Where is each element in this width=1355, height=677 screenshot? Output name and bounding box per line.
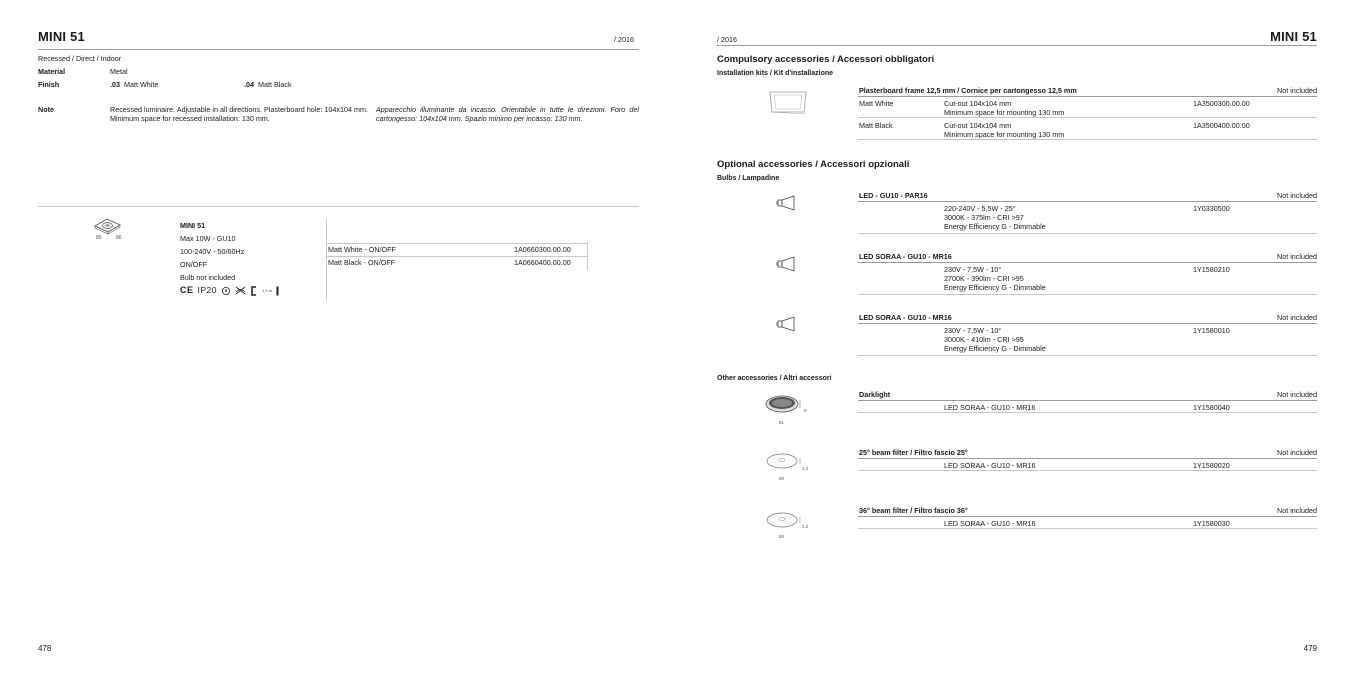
bulb-spec: 2700K - 390lm - CRI >95 [944, 274, 1024, 283]
bulb-title: LED SORAA - GU10 - MR16 [859, 313, 952, 322]
accessory-code: 1Y1580030 [1193, 519, 1230, 528]
accessory-row-divider [858, 528, 1317, 529]
bulb-title: LED - GU10 - PAR16 [859, 191, 928, 200]
variant-name: Matt White - ON/OFF [328, 245, 396, 254]
bulb-mr16-icon [774, 315, 800, 333]
certification-row [180, 285, 279, 297]
spec-line: 100-240V - 50/60Hz [180, 247, 245, 256]
spec-line: Max 10W - GU10 [180, 234, 236, 243]
note-italian: Apparecchio illuminante da incasso. Orientabile in tutte le direzioni. Foro del cartongesso: 104x104 mm. Spazio minimo per incasso: 130 mm. [376, 105, 639, 124]
dimension-b: 86 [116, 235, 122, 241]
bulb-mr16-icon [774, 255, 800, 273]
accessory-drawing [762, 392, 808, 416]
bulb-spec: Energy Efficiency G - Dimmable [944, 344, 1046, 353]
not-included-label: Not included [1277, 506, 1317, 515]
left-title-divider [38, 49, 639, 50]
right-title-divider [717, 45, 1317, 46]
bulb-row-divider [858, 233, 1317, 234]
frame-variant-code: 1A3500400.00.00 [1193, 121, 1250, 130]
accessory-code: 1Y1580020 [1193, 461, 1230, 470]
bulb-row-divider [858, 355, 1317, 356]
note-label: Note [38, 105, 54, 114]
material-label: Material [38, 67, 66, 76]
spec-line: Bulb not included [180, 273, 236, 282]
frame-title: Plasterboard frame 12,5 mm / Cornice per cartongesso 12,5 mm [859, 86, 1077, 95]
accessory-title-divider [858, 400, 1317, 401]
accessory-title: 25° beam filter / Filtro fascio 25° [859, 448, 968, 457]
optional-accessories-title: Optional accessories / Accessori opzionali [717, 159, 910, 170]
not-included-label: Not included [1277, 86, 1317, 95]
accessory-height-dim: 1,2 [802, 524, 809, 529]
cable-length: 1.5 m [262, 288, 273, 294]
left-year: / 2016 [614, 35, 634, 44]
variant-table-edge [587, 243, 588, 270]
compulsory-accessories-title: Compulsory accessories / Accessori obbligatori [717, 54, 935, 65]
accessory-height-dim: 1,2 [802, 466, 809, 471]
left-page-number: 478 [38, 644, 52, 653]
bulb-spec: 3000K - 410lm - CRI >95 [944, 335, 1024, 344]
darklight-honeycomb-icon [762, 392, 808, 416]
finish-option-white [110, 80, 158, 89]
accessory-title: Darklight [859, 390, 891, 399]
accessory-desc: LED SORAA - GU10 - MR16 [944, 519, 1036, 528]
product-column-divider [326, 218, 327, 300]
no-insulation-cover-icon [235, 286, 246, 295]
right-page-title: MINI 51 [1270, 29, 1317, 44]
variant-name: Matt Black - ON/OFF [328, 258, 396, 267]
bulb-title-divider [858, 323, 1317, 324]
frame-variant-code: 1A3500300.00.00 [1193, 99, 1250, 108]
bulb-code: 1Y1580210 [1193, 265, 1230, 274]
accessory-width-dim: 51 [779, 420, 785, 425]
variant-code: 1A0660300.00.00 [514, 245, 571, 254]
left-page-title: MINI 51 [38, 29, 85, 44]
finish-name: Matt Black [258, 80, 292, 89]
bulb-code: 1Y1580010 [1193, 326, 1230, 335]
bulb-drawing [774, 255, 800, 273]
dimension-a: 86 [96, 235, 102, 241]
right-year: / 2016 [717, 35, 737, 44]
flame-rating-icon [221, 286, 231, 295]
bulb-spec: 230V - 7,5W - 10° [944, 265, 1002, 274]
driver-class-icon [250, 286, 258, 296]
variant-row-divider [327, 243, 587, 244]
installation-kits-subtitle: Installation kits / Kit d'installazione [717, 70, 834, 77]
accessory-title: 36° beam filter / Filtro fascio 36° [859, 506, 968, 515]
frame-title-divider [858, 96, 1317, 97]
bulb-title-divider [858, 201, 1317, 202]
variant-row-divider [327, 256, 587, 257]
frame-variant-desc: Cut-out 104x104 mm [944, 121, 1012, 130]
accessory-title-divider [858, 458, 1317, 459]
accessory-width-dim: 50 [779, 476, 785, 481]
bulb-spec: 220-240V - 5,5W - 25° [944, 204, 1016, 213]
ce-mark: CE [180, 285, 194, 295]
accessory-width-dim: 50 [779, 534, 785, 539]
plasterboard-frame-icon [766, 86, 810, 118]
bulbs-subtitle: Bulbs / Lampadine [717, 175, 780, 182]
not-included-label: Not included [1277, 252, 1317, 261]
accessory-code: 1Y1580040 [1193, 403, 1230, 412]
accessory-height-dim: 9 [804, 408, 807, 413]
bulb-spec: 3000K - 375lm - CRI >97 [944, 213, 1024, 222]
other-accessories-subtitle: Other accessories / Altri accessori [717, 375, 832, 382]
accessory-row-divider [858, 470, 1317, 471]
bulb-drawing [774, 194, 800, 212]
not-included-label: Not included [1277, 313, 1317, 322]
finish-code: .04 [244, 80, 254, 89]
bulb-title-divider [858, 262, 1317, 263]
bulb-spec: Energy Efficiency G - Dimmable [944, 222, 1046, 231]
finish-name: Matt White [124, 80, 159, 89]
accessory-row-divider [858, 412, 1317, 413]
bulb-code: 1Y0330500 [1193, 204, 1230, 213]
not-included-label: Not included [1277, 191, 1317, 200]
frame-row-divider [858, 117, 1317, 118]
bulb-par16-icon [774, 194, 800, 212]
finish-code: .03 [110, 80, 120, 89]
bulb-spec: 230V - 7,5W - 10° [944, 326, 1002, 335]
ip-rating: IP20 [197, 285, 218, 296]
frame-variant-desc: Cut-out 104x104 mm [944, 99, 1012, 108]
frame-variant-name: Matt Black [859, 121, 893, 130]
product-name: MINI 51 [180, 221, 206, 230]
finish-option-black [244, 80, 292, 89]
frame-variant-name: Matt White [859, 99, 894, 108]
frame-drawing [766, 86, 810, 118]
cable-icon [276, 286, 279, 296]
bulb-drawing [774, 315, 800, 333]
material-value: Metal [110, 67, 128, 76]
note-english: Recessed luminaire. Adjustable in all directions. Plasterboard hole: 104x104 mm. Minimum space for recessed installation: 130 mm. [110, 105, 368, 124]
bulb-spec: Energy Efficiency G - Dimmable [944, 283, 1046, 292]
right-page-number: 479 [1303, 644, 1317, 653]
accessory-title-divider [858, 516, 1317, 517]
finish-label: Finish [38, 80, 60, 89]
not-included-label: Not included [1277, 448, 1317, 457]
frame-variant-desc: Minimum space for mounting 130 mm [944, 108, 1065, 117]
variant-code: 1A0660400.00.00 [514, 258, 571, 267]
frame-variant-desc: Minimum space for mounting 130 mm [944, 130, 1065, 139]
accessory-desc: LED SORAA - GU10 - MR16 [944, 403, 1036, 412]
product-section-divider [38, 206, 639, 207]
frame-row-divider [858, 139, 1317, 140]
bulb-row-divider [858, 294, 1317, 295]
bulb-title: LED SORAA - GU10 - MR16 [859, 252, 952, 261]
accessory-desc: LED SORAA - GU10 - MR16 [944, 461, 1036, 470]
mounting-type: Recessed / Direct / Indoor [38, 54, 122, 63]
not-included-label: Not included [1277, 390, 1317, 399]
spec-line: ON/OFF [180, 260, 208, 269]
